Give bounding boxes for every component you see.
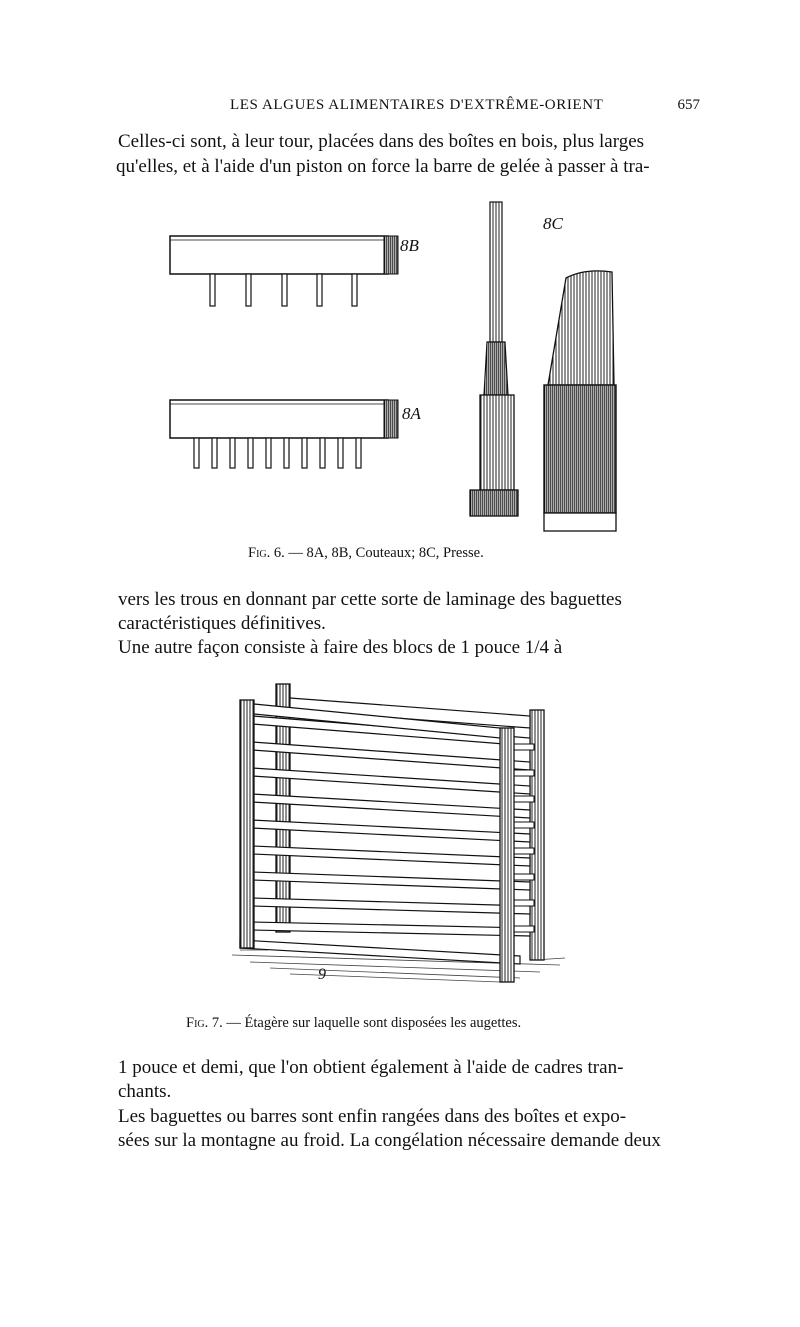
- figure-label-9: 9: [318, 966, 326, 983]
- page-number: 657: [677, 97, 700, 113]
- paragraph-line: qu'elles, et à l'aide d'un piston on force la barre de gelée à passer à tra-: [116, 156, 650, 177]
- paragraph-line: Une autre façon consiste à faire des blocs de 1 pouce 1/4 à: [118, 637, 563, 658]
- figure-6-caption-text: — 8A, 8B, Couteaux; 8C, Presse.: [288, 545, 484, 561]
- figure-7-illustration: [0, 670, 800, 1010]
- figure-7-caption-text: — Étagère sur laquelle sont disposées les augettes.: [226, 1015, 522, 1031]
- figure-7-caption-label: Fig. 7.: [186, 1015, 223, 1031]
- paragraph-line: 1 pouce et demi, que l'on obtient également à l'aide de cadres tran-: [118, 1057, 624, 1078]
- figure-label-8a: 8A: [402, 404, 421, 423]
- paragraph-line: Celles-ci sont, à leur tour, placées dans des boîtes en bois, plus larges: [118, 131, 645, 152]
- paragraph-line: chants.: [118, 1081, 172, 1102]
- knife-8a-drawing: [170, 400, 398, 468]
- running-title: LES ALGUES ALIMENTAIRES D'EXTRÊME-ORIENT: [230, 97, 604, 113]
- press-8c-box-drawing: [544, 271, 616, 531]
- figure-label-8c: 8C: [543, 214, 563, 233]
- figure-6-caption-label: Fig. 6.: [248, 545, 285, 561]
- paragraph-line: sées sur la montagne au froid. La congélation nécessaire demande deux: [118, 1130, 661, 1151]
- figure-7-caption: [186, 1015, 521, 1032]
- paragraph-line: vers les trous en donnant par cette sorte de laminage des baguettes: [118, 589, 622, 610]
- knife-8b-drawing: [170, 236, 398, 306]
- paragraph-line: caractéristiques définitives.: [118, 613, 326, 634]
- figure-6-caption: [248, 545, 484, 562]
- figure-6-illustration: [0, 0, 800, 540]
- figure-label-8b: 8B: [400, 236, 419, 255]
- press-8c-piston-drawing: [470, 202, 518, 516]
- paragraph-line: Les baguettes ou barres sont enfin rangées dans des boîtes et expo-: [118, 1106, 627, 1127]
- front-left-post: [240, 700, 254, 948]
- front-right-post: [500, 728, 514, 982]
